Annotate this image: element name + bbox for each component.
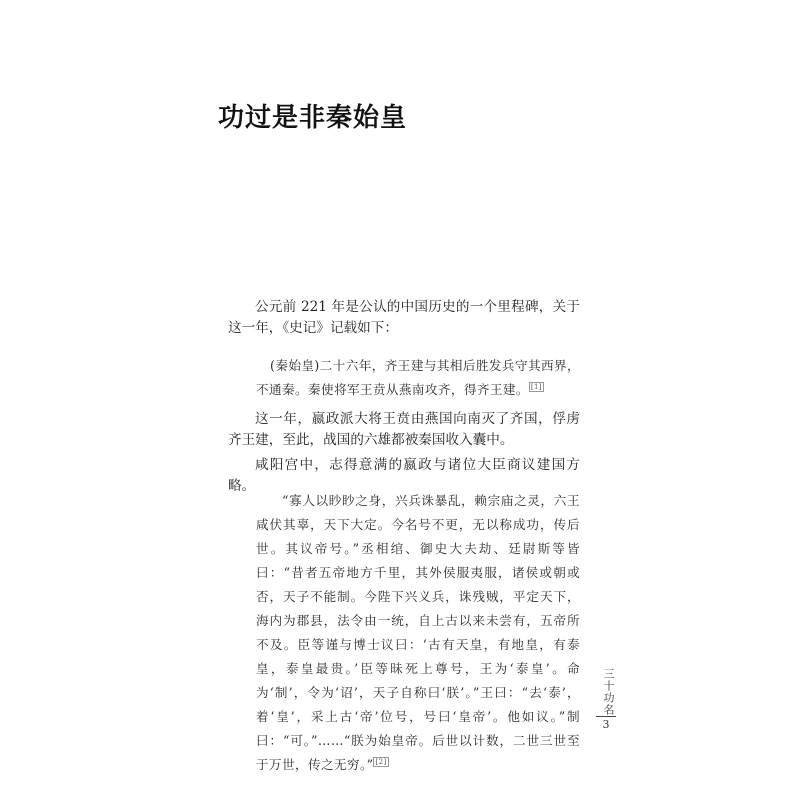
quote-shiji-1 — [256, 354, 580, 402]
footnote-marker: [1] — [530, 382, 542, 391]
running-head-divider — [596, 716, 616, 717]
paragraph-intro: 公元前 221 年是公认的中国历史的一个里程碑，关于这一年，《史记》记载如下： — [228, 299, 580, 336]
chapter-title: 功过是非秦始皇 — [218, 103, 408, 133]
quote-text: (秦始皇)二十六年，齐王建与其相后胜发兵守其西界，不通秦。秦使将军王贲从燕南攻齐，得齐王建。 — [256, 358, 580, 397]
quote-shiji-2 — [256, 489, 580, 777]
quote-text: “寡人以眇眇之身，兴兵诛暴乱，赖宗庙之灵，六王咸伏其辜，天下大定。今名号不更，无以称成功，传后世。其议帝号。”丞相绾、御史大夫劫、廷尉斯等皆曰：“昔者五帝地方千里，其外侯服夷服，诸侯或朝或否，天子不能制。今陛下兴义兵，诛残贼，平定天下，海内为郡县，法令由一统，自上古以来未尝有，五帝所不及。臣等谨与博士议曰：‘古有天皇，有地皇，有泰皇，泰皇最贵。’臣等昧死上尊号，王为‘泰皇’。命为‘制’，令为‘诏’，天子自称曰‘朕’。”王曰：“去‘泰’，着‘皇’，采上古‘帝’位号，号曰‘皇帝’。他如议。”制曰：“可。”……“朕为始皇帝。后世以计数，二世三世至于万世，传之无穷。” — [256, 493, 580, 772]
page-number: 3 — [602, 718, 610, 731]
footnote-marker: [2] — [375, 757, 387, 766]
paragraph-conquest: 这一年，嬴政派大将王贲由燕国向南灭了齐国，俘虏齐王建，至此，战国的六雄都被秦国收入囊中。 — [228, 411, 580, 448]
paragraph-xianyang: 咸阳宫中，志得意满的嬴政与诸位大臣商议建国方略。 — [228, 457, 580, 494]
running-head: 三十功名 — [602, 668, 615, 716]
